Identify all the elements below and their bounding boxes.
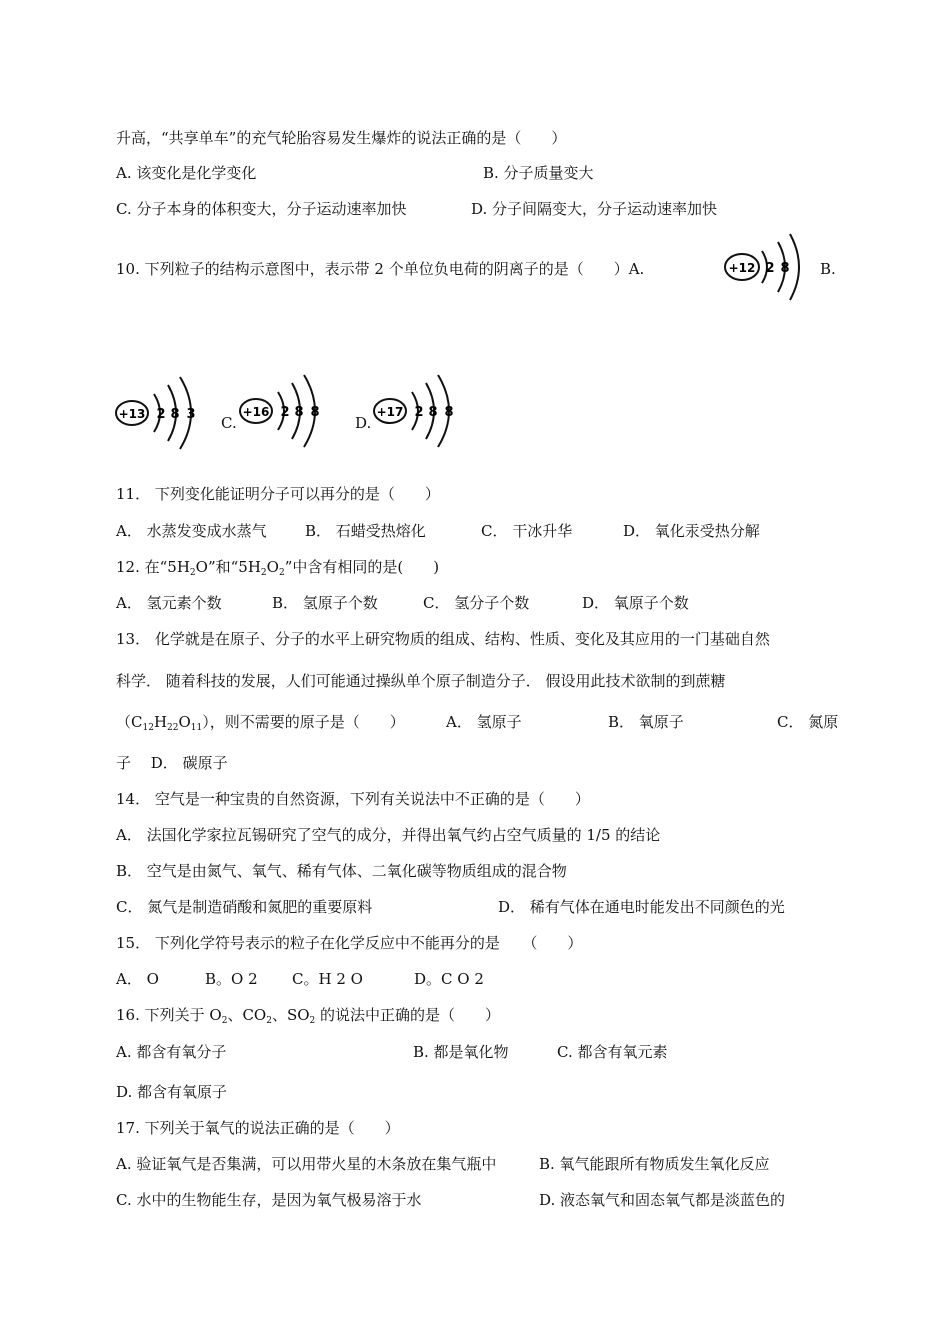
q10-option-b-label: B. — [820, 260, 836, 278]
q17-stem: 17. 下列关于氧气的说法正确的是（ ） — [116, 1119, 400, 1137]
svg-text:+16: +16 — [242, 405, 270, 419]
svg-text:2: 2 — [280, 405, 290, 420]
q15-option-d: D。C O 2 — [414, 970, 484, 988]
q16-option-d: D. 都含有氧原子 — [116, 1083, 228, 1101]
q15-option-b: B。O 2 — [205, 970, 258, 988]
svg-text:8: 8 — [310, 405, 320, 420]
q13-option-a: A． 氢原子 — [446, 713, 522, 731]
q9-option-d: D. 分子间隔变大，分子运动速率加快 — [471, 200, 718, 218]
q13-option-b: B． 氧原子 — [608, 713, 684, 731]
q17-option-b: B. 氧气能跟所有物质发生氧化反应 — [539, 1155, 770, 1173]
q11-option-c: C． 干冰升华 — [481, 522, 573, 540]
q9-stem: 升高，“共享单车”的充气轮胎容易发生爆炸的说法正确的是（ ） — [116, 129, 567, 147]
q11-option-d: D． 氧化汞受热分解 — [623, 522, 760, 540]
q14-option-b: B． 空气是由氮气、氧气、稀有气体、二氧化碳等物质组成的混合物 — [116, 862, 567, 880]
atom-diagram-c — [238, 372, 338, 446]
q9-option-b: B. 分子质量变大 — [483, 164, 594, 182]
q14-option-c: C． 氮气是制造硝酸和氮肥的重要原料 — [116, 898, 373, 916]
q15-option-a: A． O — [116, 970, 159, 988]
q12-option-d: D． 氧原子个数 — [582, 594, 689, 612]
svg-text:+17: +17 — [376, 405, 404, 419]
q14-option-a: A． 法国化学家拉瓦锡研究了空气的成分，并得出氧气约占空气质量的 1/5 的结论 — [116, 826, 661, 844]
svg-text:8: 8 — [428, 405, 438, 420]
q16-option-a: A. 都含有氧分子 — [116, 1043, 227, 1061]
q11-option-b: B． 石蜡受热熔化 — [305, 522, 426, 540]
q16-stem: 16. 下列关于 $O_2$、$CO_2$、$SO_2$ 的说法中正确的是（ ） — [116, 1006, 501, 1026]
q13-line4: 子 D． 碳原子 — [116, 754, 228, 772]
q15-option-c: C。H 2 O — [292, 970, 363, 988]
electron-count-1: 2 — [765, 261, 775, 276]
nucleus-charge: +12 — [728, 261, 756, 275]
q12-option-a: A． 氢元素个数 — [116, 594, 222, 612]
atom-diagram-d — [372, 372, 472, 446]
atom-diagram-b — [114, 374, 214, 448]
svg-text:2: 2 — [156, 407, 166, 422]
q13-line3: $(C_{12}H_{22}O_{11})$，则不需要的原子是（ ） — [116, 713, 405, 733]
svg-text:+13: +13 — [118, 407, 146, 421]
q11-option-a: A． 水蒸发变成水蒸气 — [116, 522, 267, 540]
q14-stem: 14． 空气是一种宝贵的自然资源，下列有关说法中不正确的是（ ） — [116, 790, 590, 808]
svg-text:3: 3 — [186, 407, 196, 422]
q11-stem: 11． 下列变化能证明分子可以再分的是（ ） — [116, 485, 440, 503]
q10-stem: 10. 下列粒子的结构示意图中，表示带 2 个单位负电荷的阴离子的是（ ）A. — [116, 260, 645, 278]
q16-option-c: C. 都含有氧元素 — [557, 1043, 668, 1061]
q16-option-b: B. 都是氧化物 — [413, 1043, 509, 1061]
svg-text:8: 8 — [294, 405, 304, 420]
q10-option-c-label: C. — [221, 414, 237, 432]
q17-option-c: C. 水中的生物能生存，是因为氧气极易溶于水 — [116, 1191, 422, 1209]
q10-option-d-label: D. — [355, 414, 372, 432]
svg-text:8: 8 — [444, 405, 454, 420]
svg-text:8: 8 — [170, 407, 180, 422]
q17-option-a: A. 验证氧气是否集满，可以用带火星的木条放在集气瓶中 — [116, 1155, 497, 1173]
atom-diagram-a — [722, 230, 812, 302]
q17-option-d: D. 液态氧气和固态氧气都是淡蓝色的 — [539, 1191, 786, 1209]
q9-option-c: C. 分子本身的体积变大，分子运动速率加快 — [116, 200, 407, 218]
q12-option-c: C． 氢分子个数 — [423, 594, 530, 612]
q12-option-b: B． 氢原子个数 — [272, 594, 378, 612]
q13-line2: 科学． 随着科技的发展，人们可能通过操纵单个原子制造分子． 假设用此技术欲制的到蔗糖 — [116, 672, 726, 690]
q13-option-c: C． 氮原 — [777, 713, 839, 731]
svg-text:2: 2 — [414, 405, 424, 420]
q13-line1: 13． 化学就是在原子、分子的水平上研究物质的组成、结构、性质、变化及其应用的一门基础自然 — [116, 630, 770, 648]
electron-count-2: 8 — [780, 261, 790, 276]
q9-option-a: A. 该变化是化学变化 — [116, 164, 257, 182]
q12-stem: 12. 在“$5H_2O$”和“$5H_2O_2$”中含有相同的是( ) — [116, 558, 440, 578]
q14-option-d: D． 稀有气体在通电时能发出不同颜色的光 — [498, 898, 785, 916]
q15-stem: 15． 下列化学符号表示的粒子在化学反应中不能再分的是 （ ） — [116, 934, 583, 952]
